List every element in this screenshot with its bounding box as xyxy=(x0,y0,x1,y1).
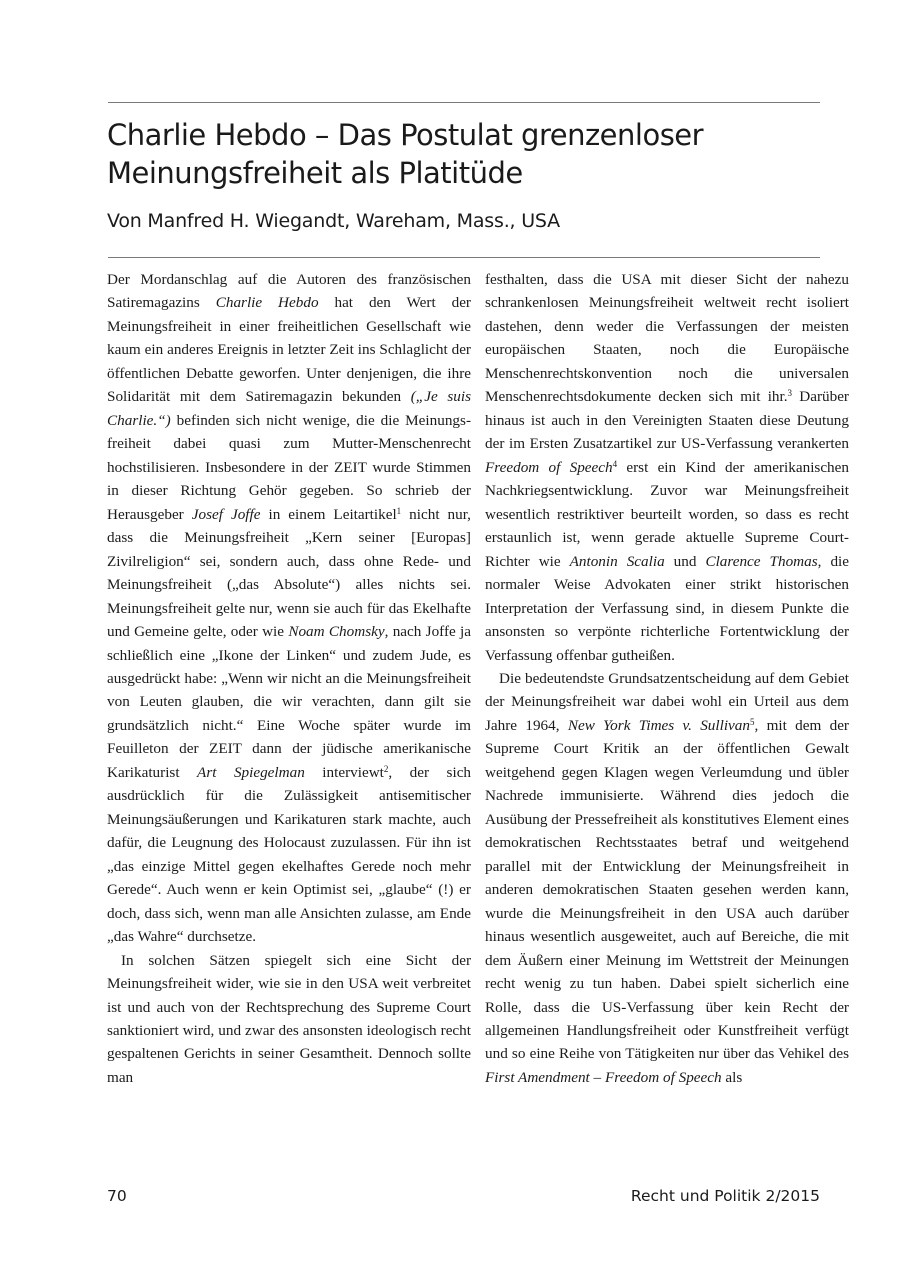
body-text: nicht nur, dass die Meinungsfreiheit „Kern seiner [Europas] Zivilreligion“ sei, sondern auch, dass ohne Rede- und Meinungsfreiheit („das Absolute“) alles nichts sei. Meinungsfreiheit gelte nur, wenn sie auch für das Ekelhafte und Gemeine gelte, oder wie xyxy=(107,505,471,641)
italic-text: New York Times v. Sullivan xyxy=(567,716,750,734)
body-text: , mit dem der Supreme Court Kritik an der öffentlichen Gewalt weitgehend gegen Klagen wegen Verleumdung und übler Nachrede immunisierte. Während dies jedoch die Ausübung der Pressefreiheit als konstitutives Element eines demokratischen Rechtsstaates betraf und weitgehend parallel mit der Entwicklung der Meinungsfreiheit in anderen demokratischen Staaten gesehen werden kann, wurde die Meinungsfreiheit in den USA auch darüber hinaus wesentlich ausgeweitet, auch auf Bereiche, die mit dem Äußern einer Meinung im Wettstreit der Meinungen recht wenig zu tun haben. Dabei spielt sicherlich eine Rolle, dass die US-Verfassung über kein Recht der allgemeinen Handlungsfreiheit oder Kunstfreiheit verfügt und so eine Reihe von Tätigkeiten nur über das Vehikel des xyxy=(485,716,849,1063)
paragraph-3 xyxy=(485,268,849,667)
left-column xyxy=(107,268,471,1089)
article-title: Charlie Hebdo – Das Postulat grenzenloser Meinungsfreiheit als Platitüde xyxy=(107,118,704,190)
body-text: erst ein Kind der amerikanischen Nachkriegsentwicklung. Zuvor war Meinungsfreiheit wesentlich restriktiver beurteilt worden, so dass es recht erstaunlich ist, wenn gerade aktuelle Supreme Court-Richter wie xyxy=(485,458,849,570)
paragraph-4 xyxy=(485,667,849,1089)
body-text: Der Mordanschlag auf die Autoren des französischen Satiremagazins xyxy=(107,271,471,312)
body-text: festhalten, dass die USA mit dieser Sicht der nahezu schrankenlosen Meinungsfreiheit weltweit recht isoliert dastehen, denn weder die Verfassungen der meisten europäischen Staaten, noch die Europäische Menschenrechtskonvention noch die universalen Menschenrechtsdokumente decken sich mit ihr. xyxy=(485,271,849,406)
top-rule xyxy=(108,102,820,103)
body-text: interviewt xyxy=(304,763,384,781)
italic-text: Antonin Scalia xyxy=(569,552,665,570)
footnote-ref: 1 xyxy=(396,505,402,516)
body-text: und xyxy=(664,552,706,570)
paragraph-2 xyxy=(107,949,471,1090)
right-column xyxy=(485,268,849,1089)
italic-text: First Amendment – Freedom of Speech xyxy=(485,1068,722,1086)
body-text: befinden sich nicht wenige, die die Meinungsfreiheit dabei quasi zum Mutter-Menschenrecht hochstilisieren. Insbesondere in der ZEIT wurde Stimmen in dieser Richtung Gehör gegeben. So schrieb der Herausgeber xyxy=(107,411,471,523)
body-text: als xyxy=(721,1068,743,1086)
italic-text: Art Spiegelman xyxy=(197,763,305,781)
body-text: in einem Leitartikel xyxy=(260,505,397,523)
body-text: hat den Wert der Meinungsfreiheit in einer freiheitlichen Gesellschaft wie kaum ein anderes Ereignis in letzter Zeit ins Schlaglicht der öffentlichen Debatte geworfen. Unter denjenigen, die ihre Solidarität mit dem Satiremagazin bekunden xyxy=(107,294,471,406)
body-text: , die normaler Weise Advokaten einer strikt historischen Interpretation der Verfassung sind, in diesem Punkte die ansonsten so verpönte richterliche Fortentwicklung der Verfassung offenbar gutheißen. xyxy=(485,552,849,664)
footnote-ref: 3 xyxy=(787,388,793,399)
italic-text: („Je suis Charlie.“) xyxy=(107,388,472,429)
italic-text: Charlie Hebdo xyxy=(215,294,319,312)
body-text: , nach Joffe ja schließlich eine „Ikone der Linken“ und zudem Jude, es ausgedrückt habe: „Wenn wir nicht an die Meinungsfreiheit von Leuten glauben, die wir verachten, dann gilt sie grundsätzlich nicht.“ Eine Woche später wurde im Feuilleton der ZEIT dann der jüdische amerikanische Karikaturist xyxy=(107,623,472,781)
journal-citation: Recht und Politik 2/2015 xyxy=(630,1187,820,1205)
italic-text: Freedom of Speech xyxy=(485,458,613,476)
italic-text: Josef Joffe xyxy=(191,505,261,523)
paragraph-1 xyxy=(107,268,471,949)
italic-text: Noam Chomsky xyxy=(288,623,385,641)
body-text: In solchen Sätzen spiegelt sich eine Sicht der Meinungsfreiheit wider, wie sie in den USA weit verbreitet ist und auch von der Rechtsprechung des Supreme Court sanktioniert wird, und zwar des ansonsten ideologisch recht gespaltenen Gerichts in seiner Gesamtheit. Dennoch sollte man xyxy=(107,951,471,1086)
body-text: , der sich ausdrücklich für die Zulässigkeit antisemitischer Meinungsäußerungen und Karikaturen stark machte, auch dafür, die Leugnung des Holocaust zuzulassen. Für ihn ist „das einzige Mittel gegen ekelhaftes Gerede noch mehr Gerede“. Auch wenn er kein Optimist sei, „glaube“ (!) er doch, dass sich, wenn man alle Ansichten zulasse, am Ende „das Wahre“ durchsetze. xyxy=(107,763,472,946)
footnote-ref: 4 xyxy=(612,458,618,469)
body-text: Darüber hinaus ist auch in den Vereinigten Staaten diese Deutung der im Ersten Zusatzartikel zur US-Verfassung verankerten xyxy=(485,388,849,453)
page-number: 70 xyxy=(107,1187,127,1205)
body-text: Die bedeutendste Grundsatzentscheidung auf dem Gebiet der Meinungsfreiheit war dabei wohl ein Urteil aus dem Jahre 1964, xyxy=(485,669,849,734)
footnote-ref: 2 xyxy=(383,763,389,774)
header-rule xyxy=(108,257,820,258)
italic-text: Clarence Thomas xyxy=(705,552,818,570)
footnote-ref: 5 xyxy=(749,716,755,727)
article-byline: Von Manfred H. Wiegandt, Wareham, Mass., USA xyxy=(107,210,560,232)
